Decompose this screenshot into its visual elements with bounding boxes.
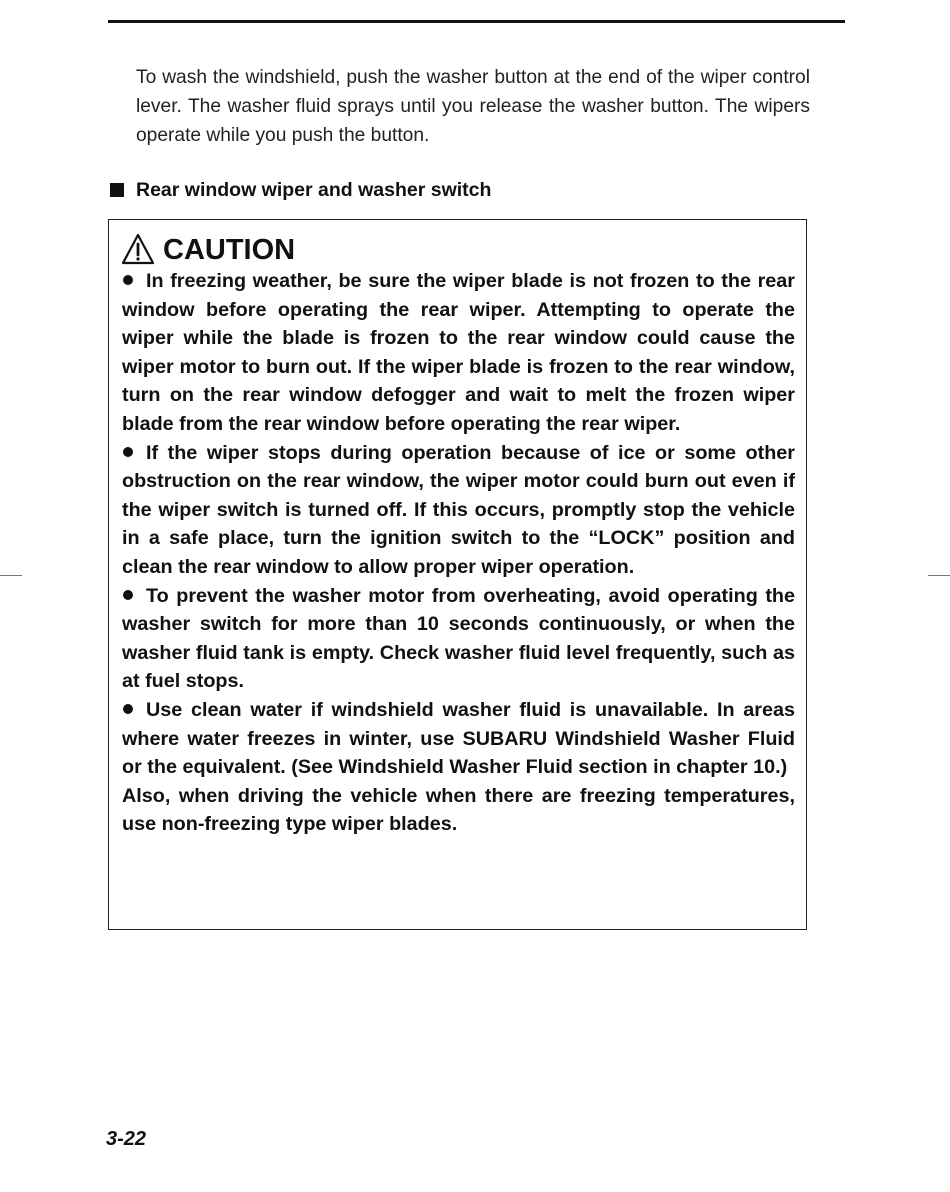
warning-triangle-icon xyxy=(121,233,155,265)
caution-header xyxy=(121,229,295,271)
caution-item-text: If the wiper stops during operation because of ice or some other obstruction on the rear window, the wiper motor could burn out even if the wiper switch is turned off. If this occurs, promptly stop the vehicle in a safe place, turn the ignition switch to the “LOCK” position and clean the rear window to allow proper wiper operation. xyxy=(122,441,795,578)
intro-paragraph: To wash the windshield, push the washer button at the end of the wiper control lever. The washer fluid sprays until you release the washer button. The wipers operate while you push the button. xyxy=(136,67,810,146)
caution-item-1 xyxy=(122,267,795,439)
caution-item-4 xyxy=(122,696,795,782)
square-bullet-icon xyxy=(110,183,124,197)
page-number: 3-22 xyxy=(106,1128,147,1150)
caution-box xyxy=(108,219,807,930)
right-crop-mark xyxy=(928,575,950,576)
caution-item-text: Use clean water if windshield washer fluid is unavailable. In areas where water freezes in winter, use SUBARU Windshield Washer Fluid or the equivalent. (See Windshield Washer Fluid section in chapter 10.) xyxy=(122,698,795,779)
caution-item-text: To prevent the washer motor from overheating, avoid operating the washer switch for more than 10 seconds continuously, or when the washer fluid tank is empty. Check washer fluid level frequently, such as at fuel stops. xyxy=(122,584,795,693)
top-rule xyxy=(108,20,845,23)
left-crop-mark xyxy=(0,575,22,576)
bullet-icon xyxy=(123,590,133,600)
section-heading xyxy=(110,177,491,203)
caution-body xyxy=(122,267,795,839)
caution-closing-note: Also, when driving the vehicle when there are freezing temperatures, use non-freezing type wiper blades. xyxy=(122,784,795,836)
caution-title: CAUTION xyxy=(163,234,296,266)
section-heading-text: Rear window wiper and washer switch xyxy=(136,179,492,201)
bullet-icon xyxy=(123,447,133,457)
caution-item-text: In freezing weather, be sure the wiper blade is not frozen to the rear window before operating the rear wiper. Attempting to operate the wiper while the blade is frozen to the rear window could cause the wiper motor to burn out. If the wiper blade is frozen to the rear window, turn on the rear window defogger and wait to melt the frozen wiper blade from the rear window before operating the rear wiper. xyxy=(122,270,795,435)
bullet-icon xyxy=(123,704,133,714)
caution-item-2 xyxy=(122,439,795,582)
caution-item-3 xyxy=(122,582,795,696)
bullet-icon xyxy=(123,275,133,285)
